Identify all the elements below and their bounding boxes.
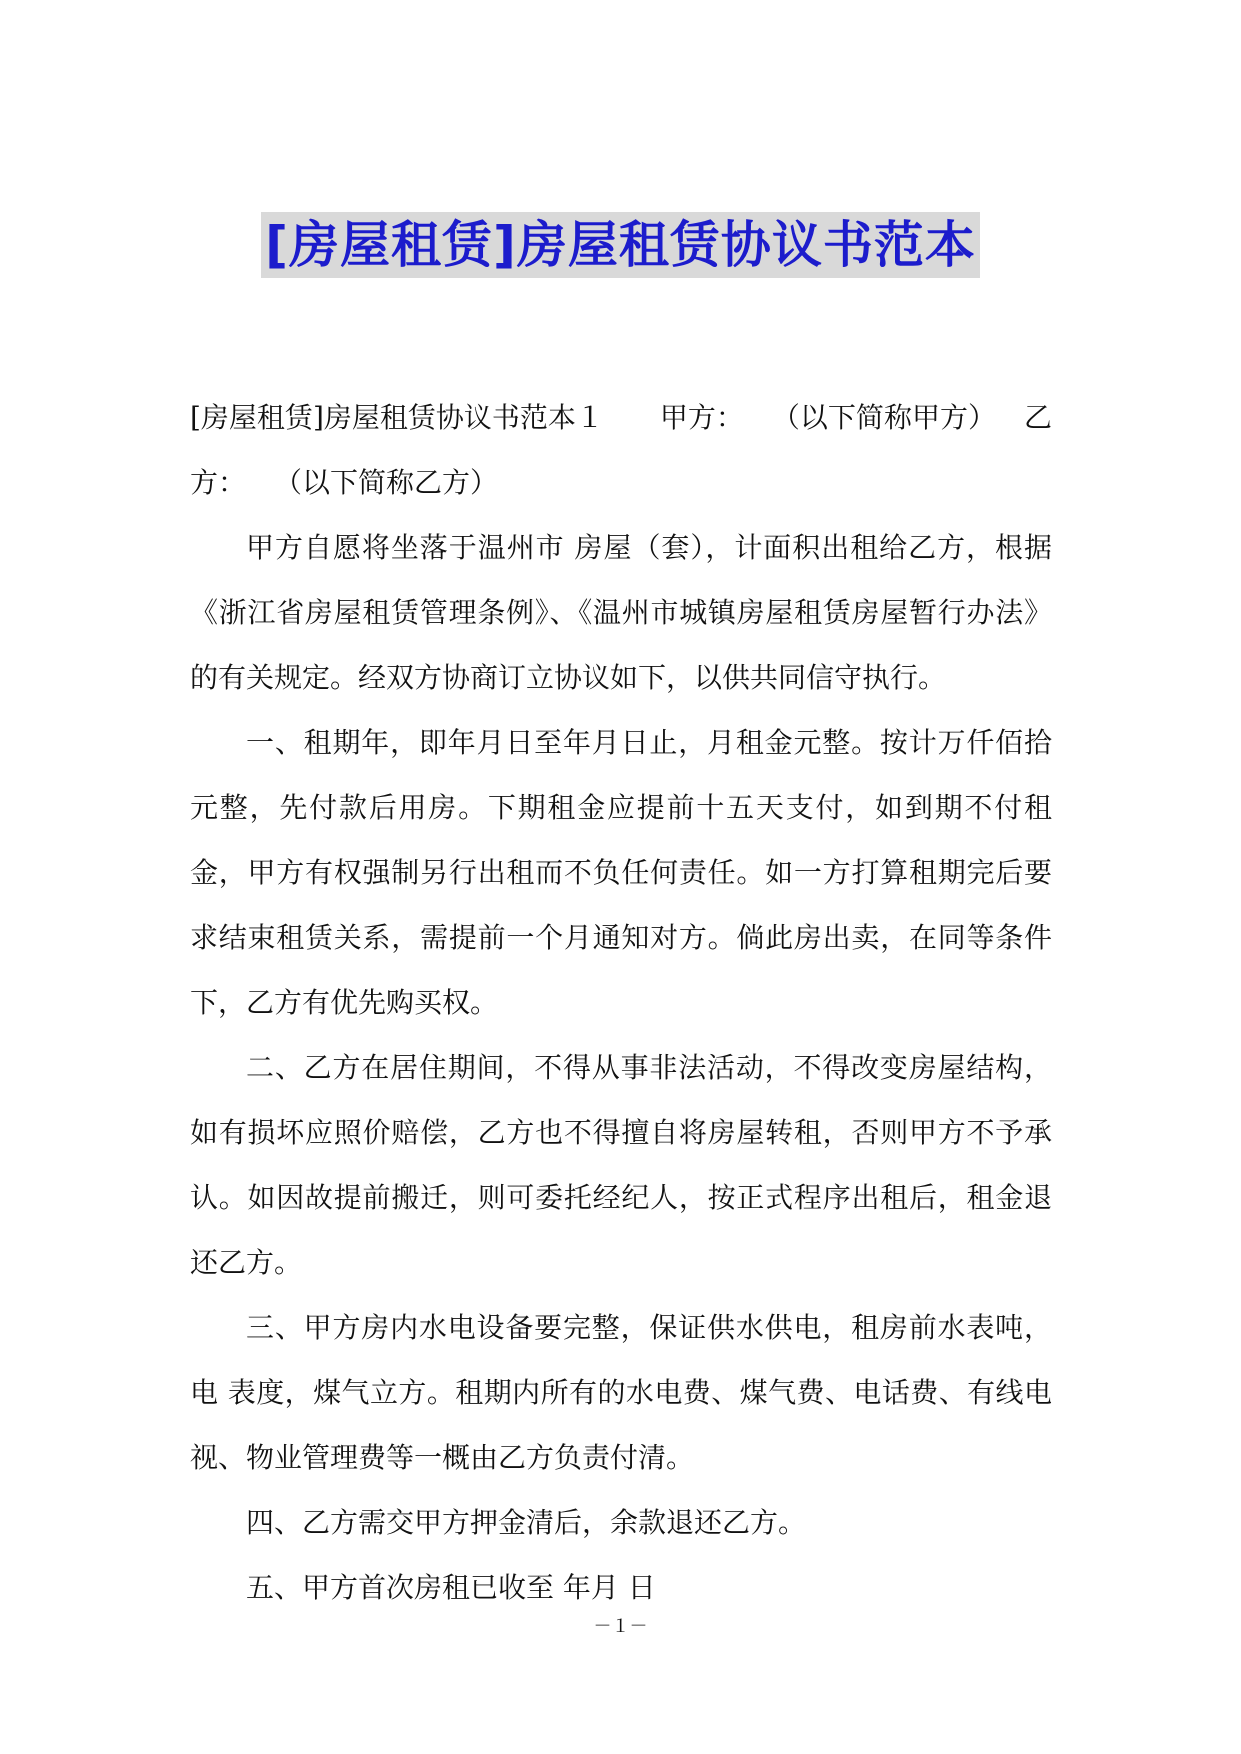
paragraph-clause-1: 一、租期年，即年月日至年月日止，月租金元整。按计万仟佰拾元整，先付款后用房。下期租金应提前十五天支付，如到期不付租金，甲方有权强制另行出租而不负任何责任。如一方打算租期完后要求结束租赁关系，需提前一个月通知对方。倘此房出卖，在同等条件下，乙方有优先购买权。 (190, 726, 1052, 1019)
party-b-note: （以下简称乙方） (274, 466, 499, 499)
paragraph-clause-3: 三、甲方房内水电设备要完整，保证供水供电，租房前水表吨，电 表度，煤气立方。租期内所有的水电费、煤气费、电话费、有线电视、物业管理费等一概由乙方负责付清。 (190, 1311, 1052, 1474)
page-number: －１－ (593, 1616, 648, 1637)
party-b-label: 乙方： (190, 401, 1052, 499)
paragraph-clause-5: 五、甲方首次房租已收至 年月 日 (246, 1571, 656, 1604)
document-body (190, 385, 1052, 1620)
paragraph-property: 甲方自愿将坐落于温州市 房屋（套），计面积出租给乙方，根据《浙江省房屋租赁管理条例》、《温州市城镇房屋租赁房屋暂行办法》的有关规定。经双方协商订立协议如下，以供共同信守执行。 (190, 531, 1052, 694)
intro-heading: [房屋租赁]房屋租赁协议书范本１ (190, 401, 604, 434)
paragraph-clause-4: 四、乙方需交甲方押金清后，余款退还乙方。 (246, 1506, 807, 1539)
party-a-label: 甲方： (659, 401, 744, 434)
title-container (0, 212, 1241, 278)
paragraph-clause-2: 二、乙方在居住期间，不得从事非法活动，不得改变房屋结构，如有损坏应照价赔偿，乙方也不得擅自将房屋转租，否则甲方不予承认。如因故提前搬迁，则可委托经纪人，按正式程序出租后，租金退还乙方。 (190, 1051, 1052, 1279)
party-a-note: （以下简称甲方） (771, 401, 996, 434)
document-title: [房屋租赁]房屋租赁协议书范本 (261, 212, 980, 278)
intro-paragraph (190, 385, 1052, 515)
